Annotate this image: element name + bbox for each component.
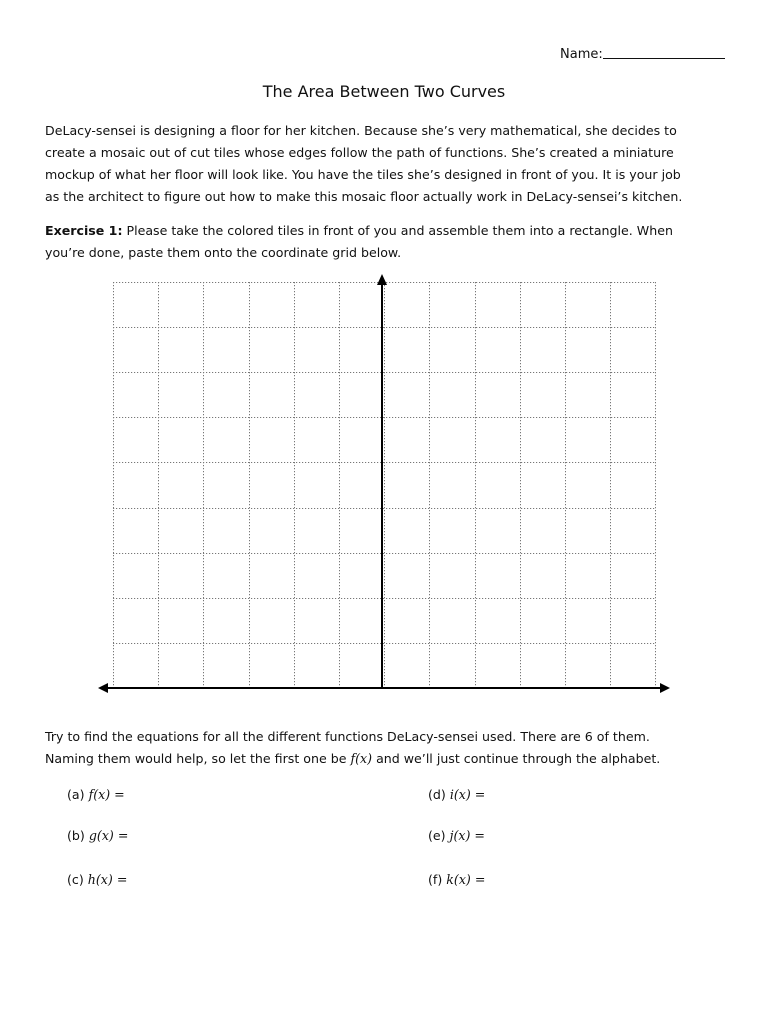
- answer-expression: f(x) =: [88, 787, 125, 802]
- x-axis-left-arrow: [98, 683, 108, 693]
- answer-c[interactable]: [67, 872, 127, 887]
- answer-a[interactable]: [67, 787, 125, 802]
- answer-label: (c): [67, 872, 84, 887]
- exercise-text: you’re done, paste them onto the coordinate grid below.: [45, 245, 402, 260]
- answer-expression: h(x) =: [87, 872, 128, 887]
- y-axis-up-arrow: [377, 274, 387, 285]
- worksheet-title: The Area Between Two Curves: [262, 82, 506, 101]
- functions-prompt: [45, 726, 725, 770]
- exercise-text: Please take the colored tiles in front of you and assemble them into a rectangle. When: [122, 223, 673, 238]
- answer-expression: k(x) =: [446, 872, 486, 887]
- functions-prompt-line: Naming them would help, so let the first one be: [45, 751, 351, 766]
- answer-f[interactable]: [428, 872, 485, 887]
- answer-label: (a): [67, 787, 85, 802]
- exercise-label: Exercise 1:: [45, 223, 123, 238]
- answer-e[interactable]: [428, 828, 485, 843]
- answer-label: (f): [428, 872, 443, 887]
- grid-lines: [113, 282, 656, 689]
- answer-expression: i(x) =: [449, 787, 486, 802]
- intro-line: as the architect to figure out how to make this mosaic floor actually work in DeLacy-sensei’s kitchen.: [45, 189, 683, 204]
- answer-label: (d): [428, 787, 446, 802]
- answer-d[interactable]: [428, 787, 485, 802]
- answer-label: (b): [67, 828, 85, 843]
- functions-prompt-line: and we’ll just continue through the alphabet.: [372, 751, 661, 766]
- answer-b[interactable]: [67, 828, 128, 843]
- function-notation: f(x): [350, 751, 373, 766]
- answer-expression: j(x) =: [449, 828, 485, 843]
- answer-expression: g(x) =: [88, 828, 129, 843]
- intro-line: DeLacy-sensei is designing a floor for her kitchen. Because she’s very mathematical, she decides to: [45, 123, 677, 138]
- intro-line: create a mosaic out of cut tiles whose edges follow the path of functions. She’s created a miniature: [45, 145, 674, 160]
- name-label: Name:: [560, 47, 603, 62]
- x-axis-right-arrow: [660, 683, 670, 693]
- functions-prompt-line: Try to find the equations for all the different functions DeLacy-sensei used. There are 6 of them.: [45, 729, 650, 744]
- answer-label: (e): [428, 828, 446, 843]
- intro-line: mockup of what her floor will look like. You have the tiles she’s designed in front of you. It is your job: [45, 167, 681, 182]
